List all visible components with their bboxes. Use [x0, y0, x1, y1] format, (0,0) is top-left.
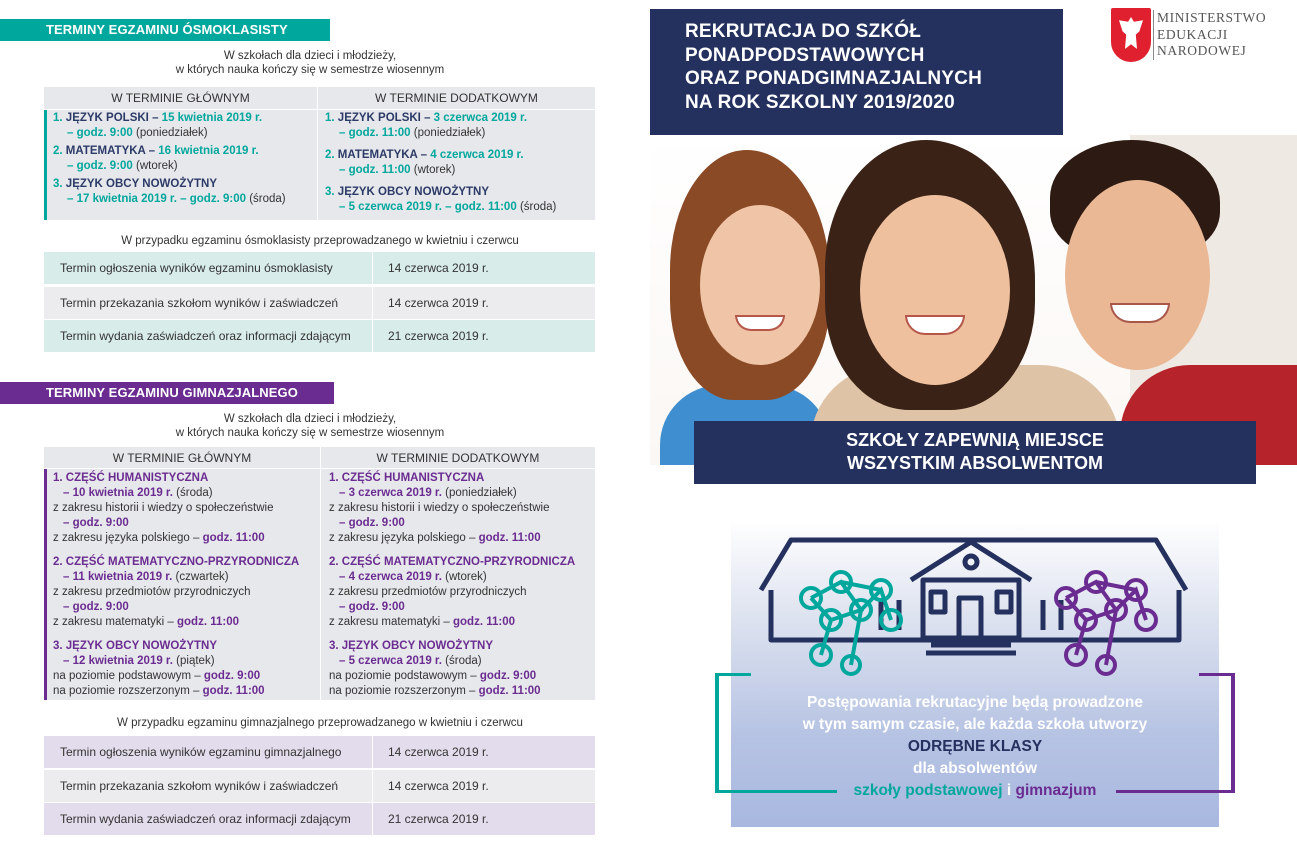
- schools-illustration-icon: [731, 520, 1219, 690]
- table-row: Termin wydania zaświadczeń oraz informacji zdającym 21 czerwca 2019 r.: [44, 803, 595, 835]
- gim-note-line2: w których nauka kończy się w semestrze wiosennym: [175, 427, 445, 439]
- osmo-main-3: 3. JĘZYK OBCY NOWOŻYTNY – 17 kwietnia 2019 r. – godz. 9:00 (środa): [53, 178, 286, 205]
- osmo-results-table: [44, 252, 595, 352]
- gim-results-note: W przypadku egzaminu gimnazjalnego przeprowadzanego w kwietniu i czerwcu: [117, 717, 523, 729]
- gim-schedule-grid: [44, 447, 595, 700]
- ministry-name: MINISTERSTWO EDUKACJI NARODOWEJ: [1157, 10, 1267, 58]
- gim-extra-column: 1. CZĘŚĆ HUMANISTYCZNA – 3 czerwca 2019 r. (poniedziałek) z zakresu historii i wiedzy o społeczeństwie – godz. 9:00 z zakresu języka polskiego – godz. 11:00 2. CZĘŚĆ MATEMATYCZNO-PRZYRODNICZA – 4 czerwca 2019 r. (wtorek) z zakresu przedmiotów przyrodniczych – godz. 9:00 z zakresu matematyki – godz. 11:00 3. JĘZYK OBCY NOWOŻYTNY – 5 czerwca 2019 r. (środa) na poziomie podstawowym – godz. 9:00 na poziomie rozszerzonym – godz. 11:00: [329, 472, 576, 697]
- gim-results-table: [44, 736, 595, 836]
- gim-col-extra: W TERMINIE DODATKOWYM: [376, 451, 540, 465]
- table-row: Termin przekazania szkołom wyników i zaświadczeń 14 czerwca 2019 r.: [44, 770, 595, 802]
- osmo-col-main: W TERMINIE GŁÓWNYM: [111, 91, 250, 105]
- gim-main-column: 1. CZĘŚĆ HUMANISTYCZNA – 10 kwietnia 2019 r. (środa) z zakresu historii i wiedzy o społeczeństwie – godz. 9:00 z zakresu języka polskiego – godz. 11:00 2. CZĘŚĆ MATEMATYCZNO-PRZYRODNICZA – 11 kwietnia 2019 r. (czwartek) z zakresu przedmiotów przyrodniczych – godz. 9:00 z zakresu matematyki – godz. 11:00 3. JĘZYK OBCY NOWOŻYTNY – 12 kwietnia 2019 r. (piątek) na poziomie podstawowym – godz. 9:00 na poziomie rozszerzonym – godz. 11:00: [53, 472, 300, 697]
- osmo-note-line2: w których nauka kończy się w semestrze wiosennym: [175, 64, 445, 76]
- ministry-logo: [1111, 8, 1291, 64]
- osmo-col-extra: W TERMINIE DODATKOWYM: [375, 91, 538, 105]
- osmo-main-1: 1. JĘZYK POLSKI – 15 kwietnia 2019 r. – godz. 9:00 (poniedziałek): [53, 112, 263, 139]
- osmo-note-line1: W szkołach dla dzieci i młodzieży,: [223, 50, 397, 62]
- osmo-schedule-grid: [44, 87, 595, 220]
- osmo-extra-3: 3. JĘZYK OBCY NOWOŻYTNY – 5 czerwca 2019 r. – godz. 11:00 (środa): [325, 186, 557, 213]
- table-row: Termin wydania zaświadczeń oraz informacji zdającym 21 czerwca 2019 r.: [44, 320, 595, 352]
- gim-note: [160, 412, 460, 440]
- osmo-section-header: TERMINY EGZAMINU ÓSMOKLASISTY: [0, 19, 330, 41]
- info-message: Postępowania rekrutacyjne będą prowadzone w tym samym czasie, ale każda szkoła utworzy ODRĘBNE KLASY dla absolwentów szkoły podstawowej i gimnazjum: [802, 694, 1148, 799]
- gim-note-line1: W szkołach dla dzieci i młodzieży,: [223, 413, 397, 425]
- students-photo: [650, 135, 1297, 465]
- osmo-main-2: 2. MATEMATYKA – 16 kwietnia 2019 r. – godz. 9:00 (wtorek): [53, 145, 259, 172]
- table-row: Termin ogłoszenia wyników egzaminu gimnazjalnego 14 czerwca 2019 r.: [44, 736, 595, 768]
- gim-section-header: TERMINY EGZAMINU GIMNAZJALNEGO: [0, 382, 334, 404]
- osmo-extra-2: 2. MATEMATYKA – 4 czerwca 2019 r. – godz. 11:00 (wtorek): [325, 149, 524, 176]
- page-title: REKRUTACJA DO SZKÓŁ PONADPODSTAWOWYCH ORAZ PONADGIMNAZJALNYCH NA ROK SZKOLNY 2019/2020: [650, 9, 1063, 135]
- osmo-results-note: W przypadku egzaminu ósmoklasisty przeprowadzanego w kwietniu i czerwcu: [121, 235, 519, 247]
- osmo-note: [160, 49, 460, 77]
- table-row: Termin ogłoszenia wyników egzaminu ósmoklasisty 14 czerwca 2019 r.: [44, 252, 595, 284]
- eagle-emblem-icon: [1111, 8, 1151, 62]
- places-banner: SZKOŁY ZAPEWNIĄ MIEJSCE WSZYSTKIM ABSOLWENTOM: [694, 421, 1256, 484]
- gim-col-main: W TERMINIE GŁÓWNYM: [112, 451, 252, 465]
- table-row: Termin przekazania szkołom wyników i zaświadczeń 14 czerwca 2019 r.: [44, 287, 595, 319]
- osmo-extra-1: 1. JĘZYK POLSKI – 3 czerwca 2019 r. – godz. 11:00 (poniedziałek): [325, 112, 528, 139]
